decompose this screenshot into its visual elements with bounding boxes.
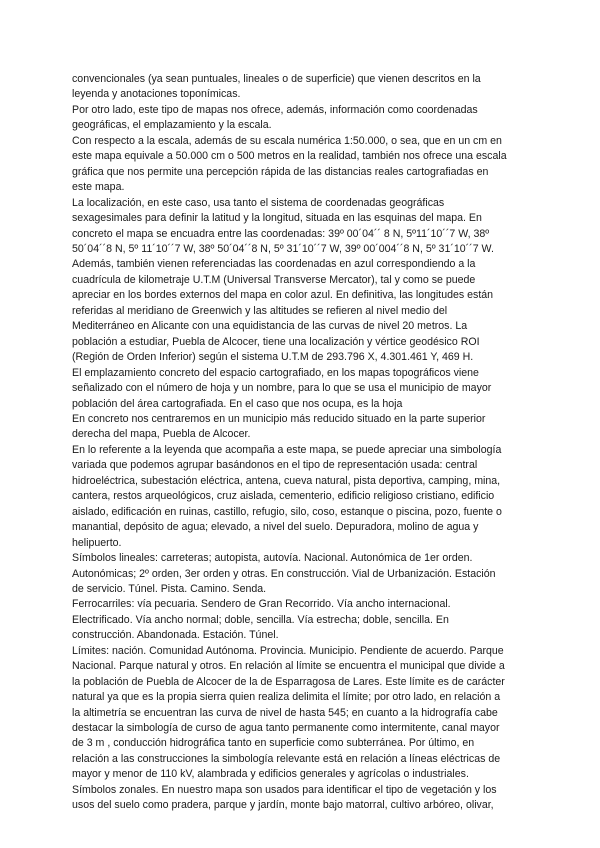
- text-line: de servicio. Túnel. Pista. Camino. Senda.: [72, 582, 267, 595]
- paragraph: [72, 103, 530, 134]
- text-line: Electrificado. Vía ancho normal; doble, sencilla. Vía estrecha; doble, sencilla. En: [72, 613, 449, 626]
- text-line: Nacional. Parque natural y otros. En relación al límite se encuentra el municipal que divide a: [72, 660, 505, 673]
- paragraph: [72, 196, 530, 366]
- text-line: convencionales (ya sean puntuales, lineales o de superficie) que vienen descritos en la: [72, 73, 481, 85]
- text-line: leyenda y anotaciones toponímicas.: [72, 88, 241, 101]
- text-line: derecha del mapa, Puebla de Alcocer.: [72, 428, 251, 441]
- text-line: En lo referente a la leyenda que acompaña a este mapa, se puede apreciar una simbología: [72, 443, 502, 456]
- text-line: relación a las construcciones la simbología relevante está en relación a líneas eléctricas de: [72, 752, 501, 765]
- text-line: hidroeléctrica, subestación eléctrica, antena, cueva natural, pista deportiva, camping, mina,: [72, 474, 501, 487]
- text-line: natural ya que es la propia sierra quien realiza delimita el límite; por otro lado, en relación a: [72, 691, 501, 704]
- paragraph: [72, 443, 530, 551]
- text-line: población a estudiar, Puebla de Alcocer, tiene una localización y vértice geodésico ROI: [72, 335, 480, 348]
- text-line: este mapa equivale a 50.000 cm o 500 metros en la realidad, también nos ofrece una escala: [72, 150, 507, 163]
- text-line: aislado, edificación en ruinas, castillo, refugio, silo, coso, estanque o piscina, pozo, fuente o: [72, 505, 502, 518]
- paragraph: [72, 597, 530, 643]
- text-line: este mapa.: [72, 181, 125, 194]
- text-line: señalizado con el número de hoja y un nombre, para lo que se usa el municipio de mayor: [72, 382, 492, 395]
- paragraph: [72, 366, 530, 412]
- text-line: manantial, depósito de agua; elevado, a nivel del suelo. Depuradora, molino de agua y: [72, 521, 479, 534]
- text-line: la altimetría se encuentran las curva de nivel de hasta 545; en cuanto a la hidrografía cabe: [72, 706, 498, 719]
- text-line: gráfica que nos permite una percepción rápida de las distancias reales cartografiadas en: [72, 165, 489, 178]
- text-line: sexagesimales para definir la latitud y la longitud, situada en las esquinas del mapa. En: [72, 212, 482, 225]
- text-line: la población de Puebla de Alcocer de la de Esparragosa de Lares. Este límite es de carácter: [72, 675, 505, 688]
- paragraph: [72, 134, 530, 196]
- paragraph: [72, 644, 530, 783]
- text-line: El emplazamiento concreto del espacio cartografiado, en los mapas topográficos viene: [72, 366, 479, 379]
- paragraph: [72, 783, 530, 814]
- paragraph: [72, 551, 530, 597]
- text-line: 50´04´´8 N, 5º 11´10´´7 W, 38º 50´04´´8 N, 5º 31´10´´7 W, 39º 00´004´´8 N, 5º 31´10´´7 W.: [72, 242, 494, 255]
- text-line: destacar la simbología de curso de agua tanto permanente como intermitente, canal mayor: [72, 722, 500, 735]
- text-line: concreto el mapa se encuadra entre las coordenadas: 39º 00´04´´ 8 N, 5º11´10´´7 W, 38º: [72, 227, 490, 240]
- text-line: Además, también vienen referenciadas las coordenadas en azul correspondiendo a la: [72, 258, 476, 271]
- text-line: Límites: nación. Comunidad Autónoma. Provincia. Municipio. Pendiente de acuerdo. Parque: [72, 644, 504, 657]
- text-line: población del área cartografiada. En el caso que nos ocupa, es la hoja: [72, 397, 403, 410]
- text-line: helipuerto.: [72, 536, 122, 549]
- text-line: Símbolos zonales. En nuestro mapa son usados para identificar el tipo de vegetación y los: [72, 783, 497, 796]
- text-line: Con respecto a la escala, además de su escala numérica 1:50.000, o sea, que en un cm en: [72, 134, 502, 147]
- text-line: geográficas, el emplazamiento y la escala.: [72, 119, 272, 132]
- text-line: Por otro lado, este tipo de mapas nos ofrece, además, información como coordenadas: [72, 103, 478, 116]
- text-line: variada que podemos agrupar basándonos en el tipo de representación usada: central: [72, 459, 478, 472]
- text-line: apreciar en los bordes externos del mapa en color azul. En definitiva, las longitudes están: [72, 289, 494, 302]
- text-line: Ferrocarriles: vía pecuaria. Sendero de Gran Recorrido. Vía ancho internacional.: [72, 598, 451, 611]
- text-line: En concreto nos centraremos en un municipio más reducido situado en la parte superior: [72, 412, 486, 425]
- text-line: mayor y menor de 110 kV, alambrada y edificios generales y agrícolas o industriales.: [72, 768, 469, 781]
- text-line: referidas al meridiano de Greenwich y las altitudes se refieren al nivel medio del: [72, 304, 448, 317]
- paragraph: [72, 72, 530, 103]
- text-line: Mediterráneo en Alicante con una equidistancia de las curvas de nivel 20 metros. La: [72, 320, 468, 333]
- text-line: Símbolos lineales: carreteras; autopista, autovía. Nacional. Autonómica de 1er orden.: [72, 552, 473, 565]
- text-line: construcción. Abandonada. Estación. Túnel.: [72, 629, 279, 642]
- text-line: La localización, en este caso, usa tanto el sistema de coordenadas geográficas: [72, 196, 445, 209]
- text-line: cantera, restos arqueológicos, cruz aislada, cementerio, edificio religioso cristiano, edificio: [72, 490, 495, 503]
- text-line: Autonómicas; 2º orden, 3er orden y otras. En construcción. Vial de Urbanización. Estación: [72, 567, 496, 580]
- text-line: cuadrícula de kilometraje U.T.M (Universal Transverse Mercator), tal y como se puede: [72, 273, 476, 286]
- text-line: de 3 m , conducción hidrográfica tanto en superficie como subterránea. Por último, en: [72, 737, 475, 750]
- paragraph: [72, 412, 530, 443]
- text-line: usos del suelo como pradera, parque y jardín, monte bajo matorral, cultivo arbóreo, olivar,: [72, 799, 494, 812]
- text-line: (Región de Orden Inferior) según el sistema U.T.M de 293.796 X, 4.301.461 Y, 469 H.: [72, 351, 474, 364]
